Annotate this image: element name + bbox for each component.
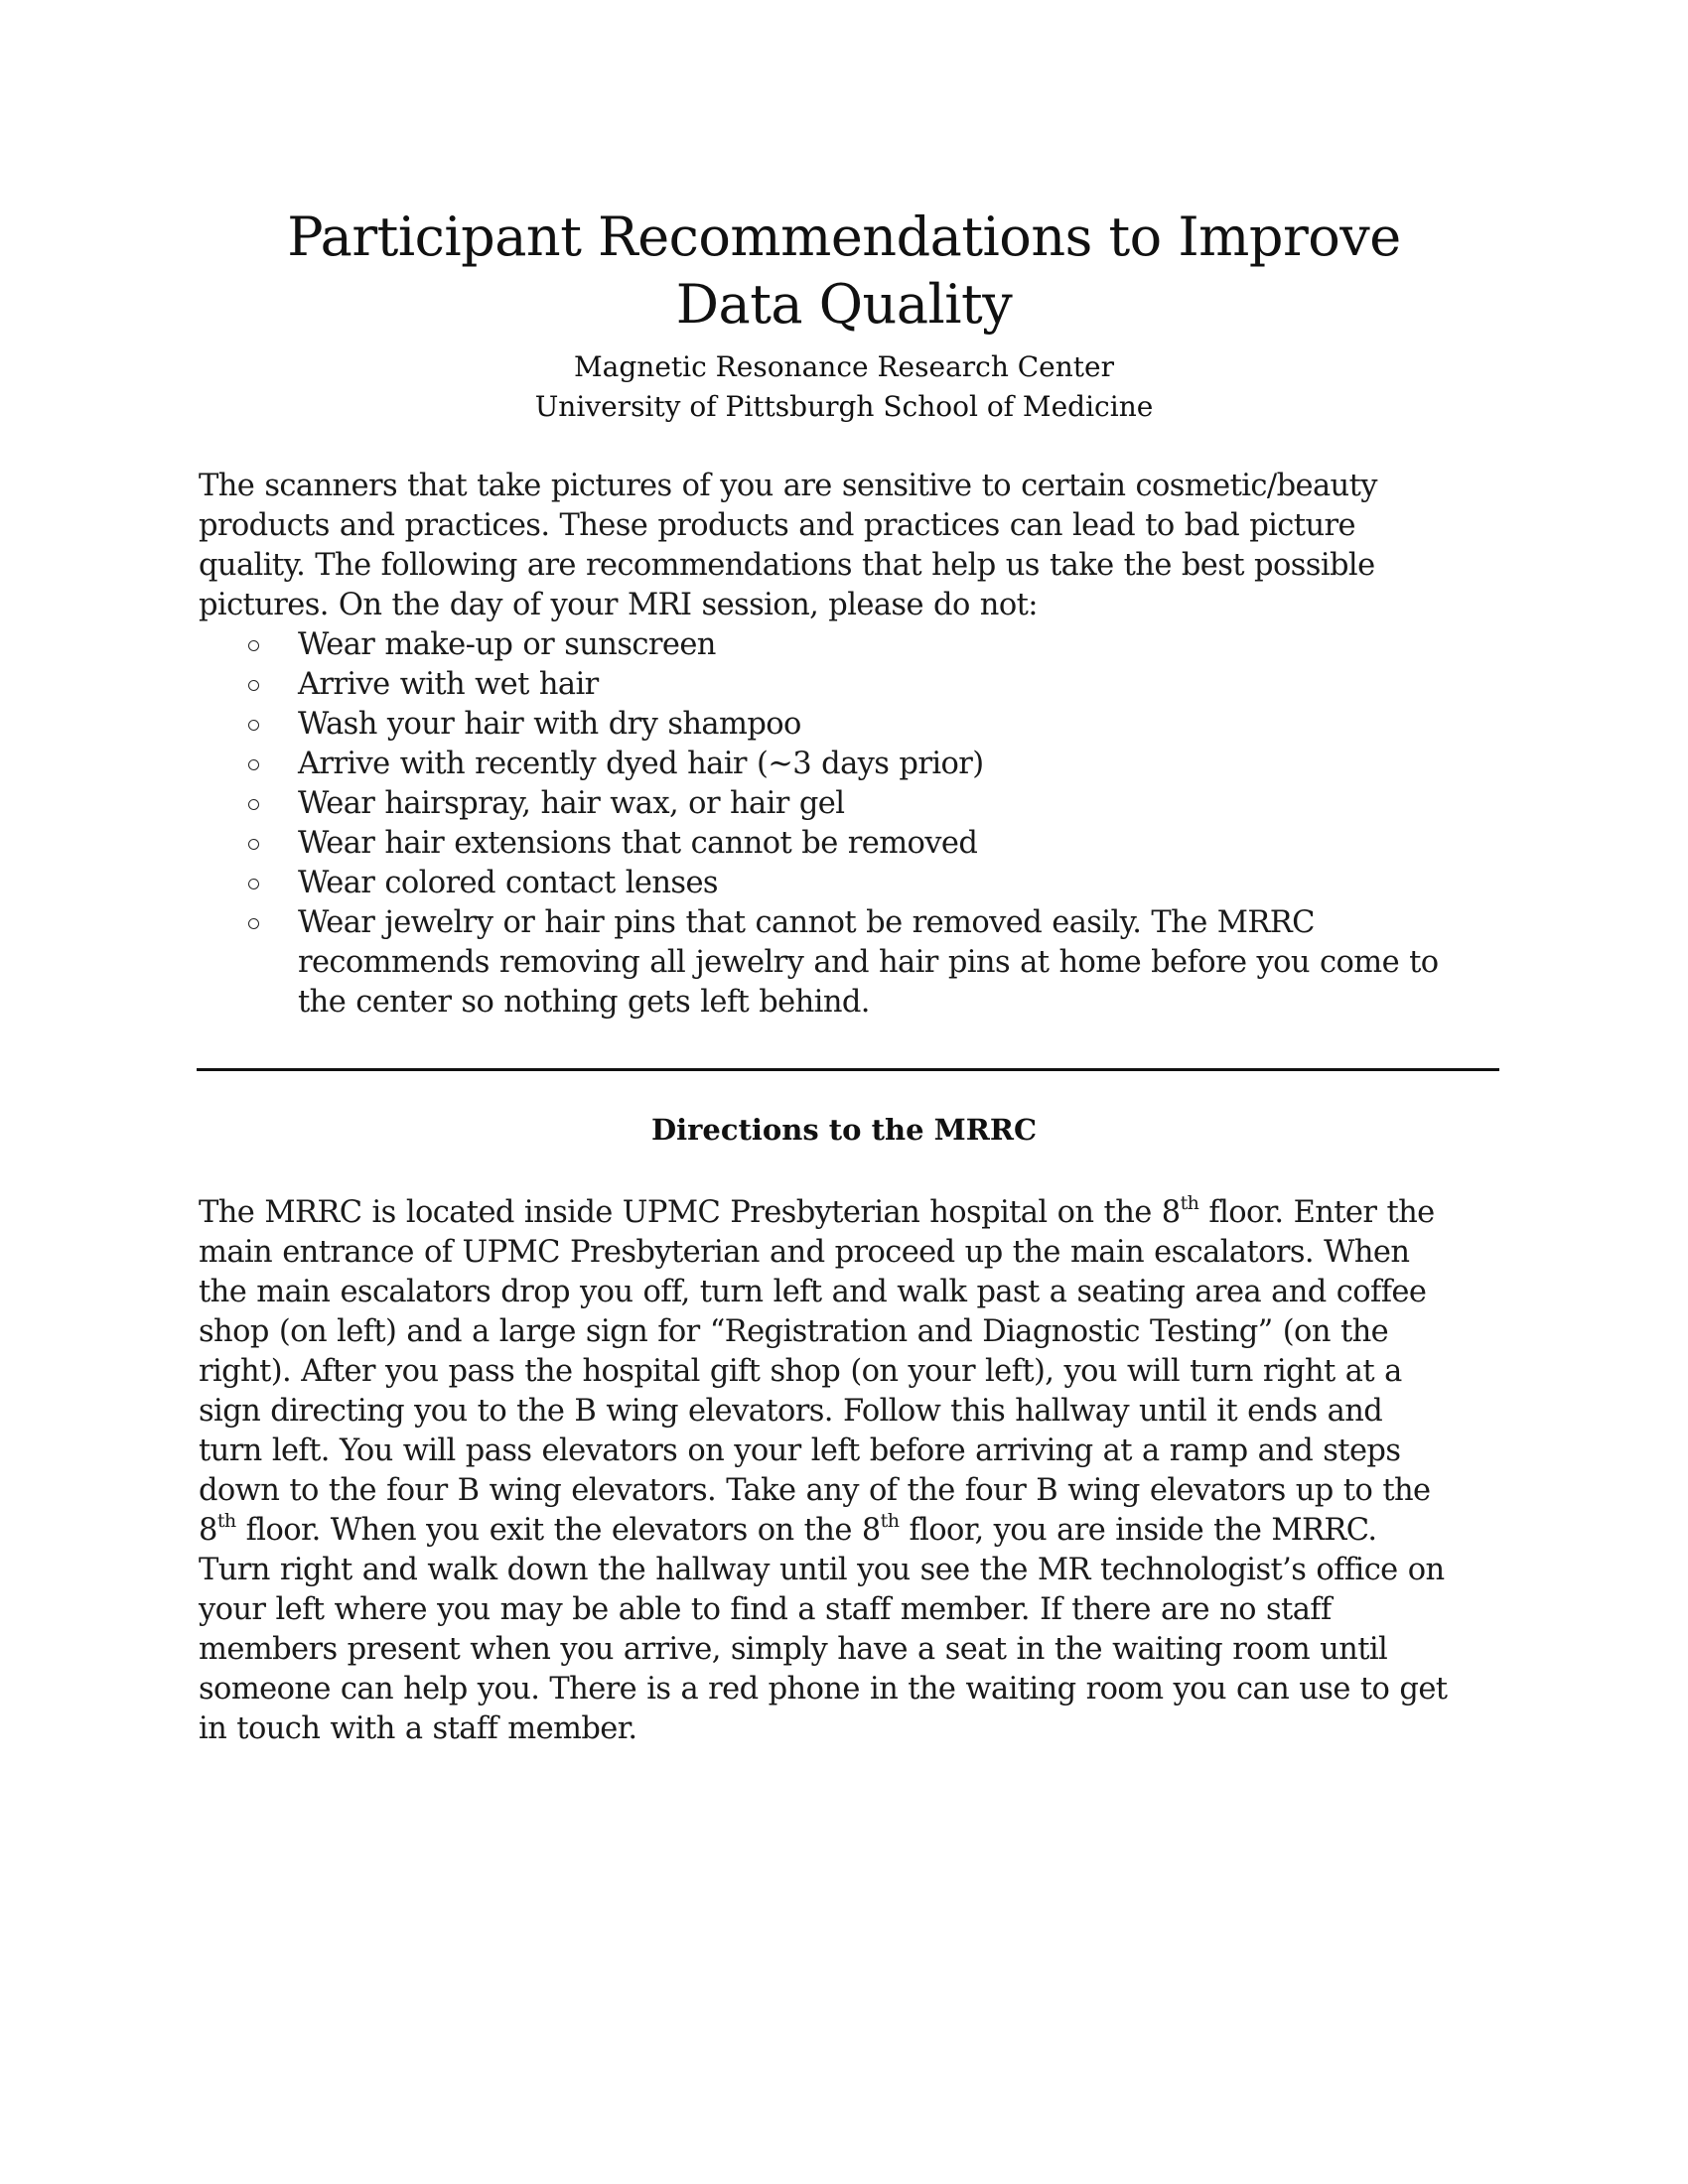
hollow-circle-bullet-icon	[248, 759, 259, 770]
ordinal-suffix: th	[216, 1509, 236, 1532]
hollow-circle-bullet-icon	[248, 720, 259, 731]
hollow-circle-bullet-icon	[248, 640, 259, 651]
directions-line	[199, 1193, 1489, 1233]
hollow-circle-bullet-icon	[248, 879, 259, 889]
list-item	[199, 864, 1489, 903]
list-item-text: Wear make-up or sunscreen	[298, 627, 716, 662]
list-item-text: recommends removing all jewelry and hair pins at home before you come to	[298, 945, 1439, 980]
directions-line: members present when you arrive, simply have a seat in the waiting room until	[199, 1632, 1388, 1667]
hollow-circle-bullet-icon	[248, 680, 259, 691]
directions-text: floor, you are inside the MRRC.	[899, 1513, 1377, 1548]
list-item	[199, 665, 1489, 705]
ordinal-suffix: th	[880, 1509, 900, 1532]
list-item	[199, 625, 1489, 665]
list-item-text: Wear jewelry or hair pins that cannot be removed easily. The MRRC	[298, 905, 1315, 940]
recommendations-list	[199, 625, 1489, 1023]
list-item-text: Wear colored contact lenses	[298, 866, 718, 900]
directions-line: turn left. You will pass elevators on your left before arriving at a ramp and steps	[199, 1433, 1401, 1468]
list-item-text: Wash your hair with dry shampoo	[298, 707, 801, 742]
list-item-text: Arrive with wet hair	[298, 667, 599, 702]
list-item	[199, 784, 1489, 824]
directions-line	[199, 1511, 1489, 1551]
intro-line: The scanners that take pictures of you are sensitive to certain cosmetic/beauty	[199, 469, 1377, 503]
list-item	[199, 705, 1489, 745]
directions-line: your left where you may be able to find a staff member. If there are no staff	[199, 1592, 1332, 1627]
list-item	[199, 824, 1489, 864]
hollow-circle-bullet-icon	[248, 799, 259, 810]
directions-line: main entrance of UPMC Presbyterian and proceed up the main escalators. When	[199, 1235, 1410, 1270]
directions-heading: Directions to the MRRC	[650, 1113, 1038, 1147]
intro-line: products and practices. These products and practices can lead to bad picture	[199, 508, 1355, 543]
directions-line: sign directing you to the B wing elevators. Follow this hallway until it ends and	[199, 1394, 1383, 1429]
directions-line: someone can help you. There is a red phone in the waiting room you can use to get	[199, 1672, 1448, 1706]
directions-line: Turn right and walk down the hallway until you see the MR technologist’s office on	[199, 1553, 1445, 1587]
institution-name: University of Pittsburgh School of Medicine	[534, 390, 1154, 423]
directions-paragraph	[199, 1193, 1489, 1749]
title-line-2: Data Quality	[675, 273, 1013, 336]
list-item-text: Wear hairspray, hair wax, or hair gel	[298, 786, 845, 821]
hollow-circle-bullet-icon	[248, 918, 259, 929]
ordinal-suffix: th	[1180, 1191, 1199, 1214]
directions-line: down to the four B wing elevators. Take any of the four B wing elevators up to the	[199, 1473, 1431, 1508]
intro-line: quality. The following are recommendations that help us take the best possible	[199, 548, 1375, 583]
list-item	[199, 903, 1489, 1023]
list-item	[199, 745, 1489, 784]
directions-text: 8	[199, 1513, 217, 1548]
directions-text: The MRRC is located inside UPMC Presbyterian hospital on the 8	[199, 1195, 1181, 1230]
list-item-text: Wear hair extensions that cannot be removed	[298, 826, 978, 861]
directions-line: in touch with a staff member.	[199, 1711, 637, 1746]
list-item-text: the center so nothing gets left behind.	[298, 985, 870, 1020]
directions-line: shop (on left) and a large sign for “Registration and Diagnostic Testing” (on the	[199, 1314, 1389, 1349]
list-item-text: Arrive with recently dyed hair (~3 days prior)	[298, 747, 984, 781]
directions-line: the main escalators drop you off, turn left and walk past a seating area and coffee	[199, 1275, 1427, 1309]
directions-text: floor. Enter the	[1198, 1195, 1435, 1230]
directions-text: floor. When you exit the elevators on the 8	[235, 1513, 881, 1548]
hollow-circle-bullet-icon	[248, 839, 259, 850]
title-line-1: Participant Recommendations to Improve	[287, 205, 1401, 268]
organization-name: Magnetic Resonance Research Center	[574, 350, 1114, 383]
intro-paragraph	[199, 467, 1450, 625]
intro-line: pictures. On the day of your MRI session, please do not:	[199, 588, 1038, 622]
directions-line: right). After you pass the hospital gift shop (on your left), you will turn right at a	[199, 1354, 1402, 1389]
section-divider	[197, 1068, 1499, 1071]
document-title	[199, 204, 1489, 339]
